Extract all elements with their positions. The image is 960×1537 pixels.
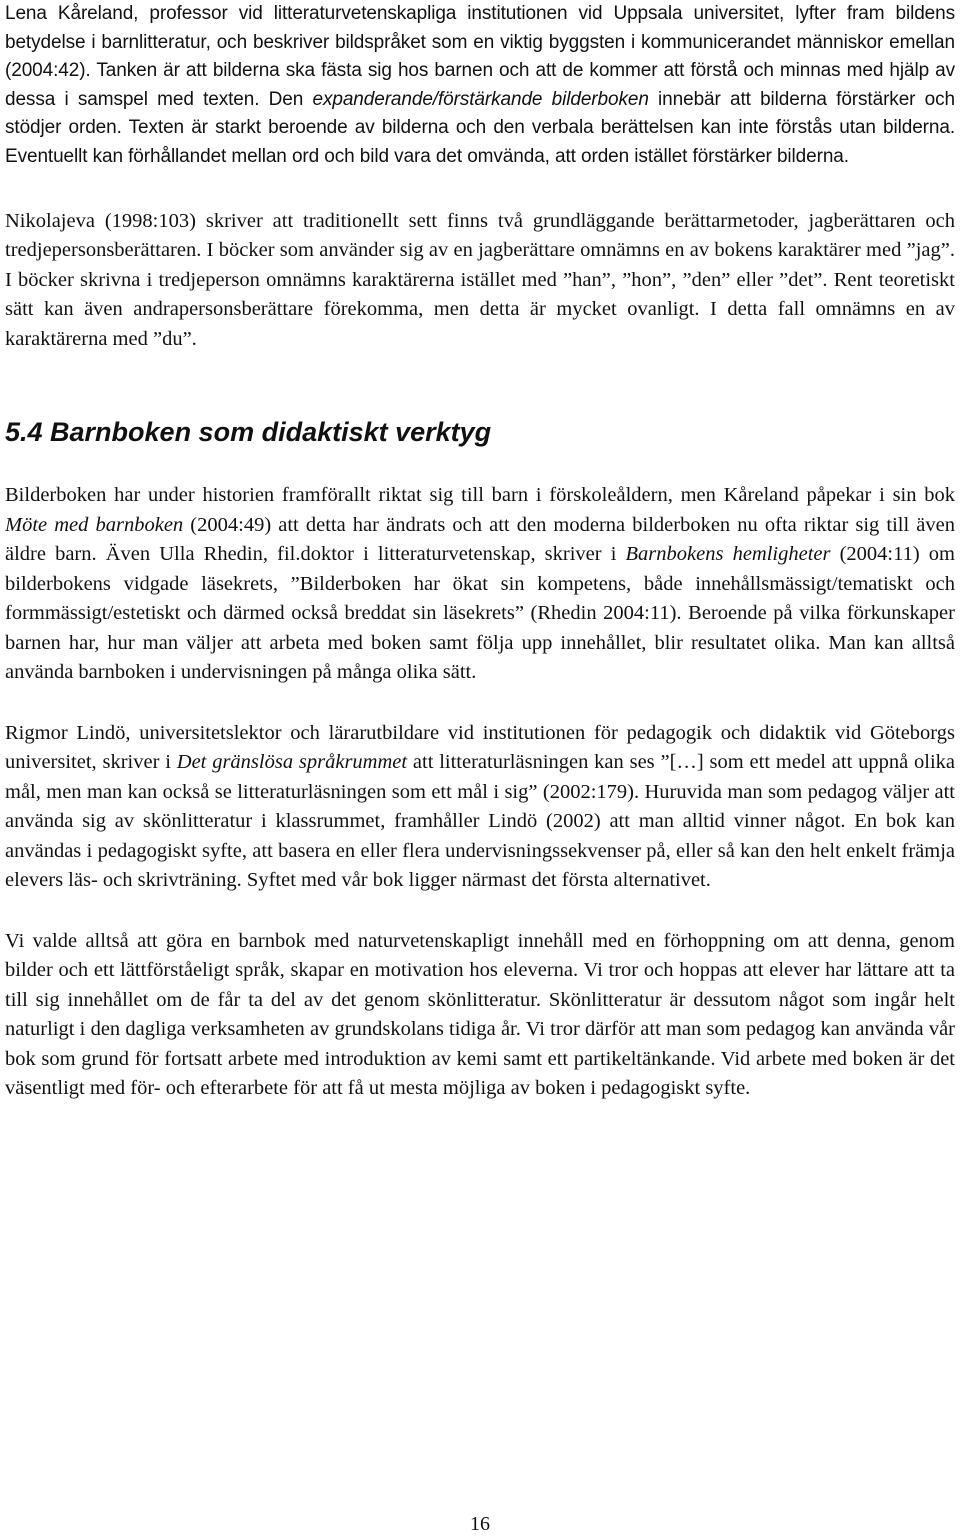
paragraph-text: (2004:49) att detta har ändrats och att den moderna bilderboken nu ofta riktar sig till även äldre barn. Även Ulla Rhedin, fil.doktor i litteraturvetenskap, skriver i [5, 513, 956, 566]
book-title: Det gränslösa språkrummet [176, 751, 408, 774]
paragraph-text: att litteraturläsningen kan ses ”[…] som ett medel att uppnå olika mål, men man kan också se litteraturläsningen som ett mål i sig” (2002:179). Huruvida man som pedagog väljer att använda sig av skönlitteratur i klassrummet, framhåller Lindö (2002) att man alltid vinner något. En bok kan användas i pedagogiskt syfte, att basera en eller flera undervisningssekvenser på, eller så kan den helt enkelt främja elevers läs- och skrivträning. Syftet med vår bok ligger närmast det första alternativet. [5, 751, 956, 892]
paragraph-text: (2004:11) om bilderbokens vidgade läsekrets, ”Bilderboken har ökat sin kompetens, både innehållsmässigt/tematiskt och formmässigt/estetiskt och därmed också breddat sin läsekrets” (Rhedin 2004:11). Beroende på vilka förkunskaper barnen har, hur man väljer att arbeta med boken samt följa upp innehållet, blir resultatet olika. Man kan alltså använda barnboken i undervisningen på många olika sätt. [5, 543, 955, 684]
paragraph-text: Bilderboken har under historien framförallt riktat sig till barn i förskoleåldern, men Kåreland påpekar i sin bok [5, 484, 955, 507]
italic-term: expanderande/förstärkande bilderboken [312, 88, 649, 110]
paragraph-bilderboken [5, 481, 955, 688]
paragraph-nikolajeva: Nikolajeva (1998:103) skriver att traditionellt sett finns två grundläggande berättarmetoder, jagberättaren och tredjepersonsberättaren. I böcker som använder sig av en jagberättare omnämns en av bokens karaktärer med ”jag”. I böcker skrivna i tredjeperson omnämns karaktärerna istället med ”han”, ”hon”, ”den” eller ”det”. Rent teoretiskt sätt kan även andrapersonsberättare förekomma, men detta är mycket ovanligt. I detta fall omnämns en av karaktärerna med ”du”. [5, 209, 955, 350]
paragraph-vivalde: Vi valde alltså att göra en barnbok med naturvetenskapligt innehåll med en förhoppning om att denna, genom bilder och ett lättförståeligt språk, skapar en motivation hos eleverna. Vi tror och hoppas att elever har lättare att ta till sig innehållet om de får ta del av det genom skönlitteratur. Skönlitteratur är dessutom något som ingår helt naturligt i den dagliga verksamheten av grundskolans tidiga år. Vi tror därför att man som pedagog kan använda vår bok som grund för fortsatt arbete med introduktion av kemi samt ett partikeltänkande. Vid arbete med boken är det väsentligt med för- och efterarbete för att få ut mesta möjliga av boken i pedagogiskt syfte. [5, 929, 955, 1100]
page-number: 16 [470, 1513, 490, 1535]
document-page [5, 0, 955, 1104]
paragraph-lindo [5, 719, 955, 896]
paragraph-text: Rigmor Lindö, universitetslektor och lärarutbildare vid institutionen för pedagogik och didaktik vid Göteborgs universitet, skriver i [5, 721, 955, 774]
section-heading: 5.4 Barnboken som didaktiskt verktyg [5, 417, 492, 448]
book-title: Möte med barnboken [5, 513, 184, 536]
book-title: Barnbokens hemligheter [625, 543, 831, 566]
paragraph-kareland [5, 0, 955, 172]
paragraph-text: innebär att bilderna förstärker och stödjer orden. Texten är starkt beroende av bilderna och den verbala berättelsen kan inte förstås utan bilderna. Eventuellt kan förhållandet mellan ord och bild vara det omvända, att orden istället förstärker bilderna. [5, 88, 955, 167]
paragraph-text: Lena Kåreland, professor vid litteraturvetenskapliga institutionen vid Uppsala universitet, lyfter fram bildens betydelse i barnlitteratur, och beskriver bildspråket som en viktig byggsten i kommunicerandet människor emellan (2004:42). Tanken är att bilderna ska fästa sig hos barnen och att de kommer att förstå och minnas med hjälp av dessa i samspel med texten. Den [5, 3, 955, 110]
